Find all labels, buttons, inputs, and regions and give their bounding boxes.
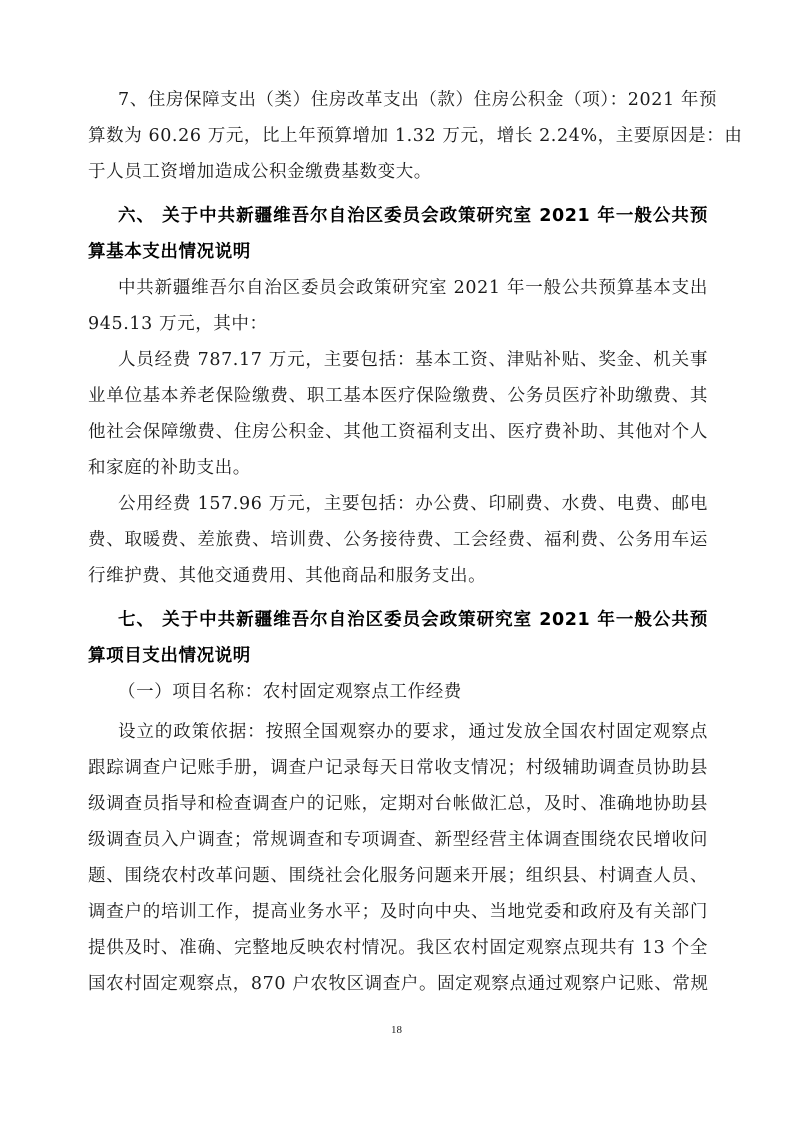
policy-basis-line-6: 调查户的培训工作，提高业务水平；及时向中央、当地党委和政府及有关部门 (88, 902, 708, 922)
section-heading-six-line-1: 六、 关于中共新疆维吾尔自治区委员会政策研究室 2021 年一般公共预 (118, 206, 708, 226)
public-expense-line-2: 费、取暖费、差旅费、培训费、公务接待费、工会经费、福利费、公务用车运 (88, 530, 708, 550)
public-expense-line-3: 行维护费、其他交通费用、其他商品和服务支出。 (88, 566, 487, 586)
policy-basis-line-7: 提供及时、准确、完整地反映农村情况。我区农村固定观察点现共有 13 个全 (88, 938, 708, 958)
paragraph-housing-fund-line-1: 7、住房保障支出（类）住房改革支出（款）住房公积金（项）：2021 年预 (118, 90, 718, 110)
policy-basis-line-1: 设立的政策依据：按照全国观察办的要求，通过发放全国农村固定观察点 (118, 722, 708, 742)
paragraph-housing-fund-line-2: 算数为 60.26 万元，比上年预算增加 1.32 万元，增长 2.24%，主要原因是：由 (88, 126, 743, 146)
policy-basis-line-3: 级调查员指导和检查调查户的记账，定期对台帐做汇总，及时、准确地协助县 (88, 794, 708, 814)
section-heading-seven-line-2: 算项目支出情况说明 (88, 646, 251, 666)
basic-expenditure-total-line-2: 945.13 万元，其中： (88, 314, 268, 334)
policy-basis-line-4: 级调查员入户调查；常规调查和专项调查、新型经营主体调查围绕农民增收问 (88, 830, 708, 850)
paragraph-housing-fund-line-3: 于人员工资增加造成公积金缴费基数变大。 (88, 162, 432, 182)
policy-basis-line-2: 跟踪调查户记账手册，调查户记录每天日常收支情况；村级辅助调查员协助县 (88, 758, 708, 778)
personnel-expense-line-4: 和家庭的补助支出。 (88, 458, 251, 478)
basic-expenditure-total-line-1: 中共新疆维吾尔自治区委员会政策研究室 2021 年一般公共预算基本支出 (118, 278, 708, 298)
policy-basis-line-5: 题、围绕农村改革问题、围绕社会化服务问题来开展；组织县、村调查人员、 (88, 866, 708, 886)
project-name: （一）项目名称：农村固定观察点工作经费 (118, 682, 462, 702)
public-expense-line-1: 公用经费 157.96 万元，主要包括：办公费、印刷费、水费、电费、邮电 (118, 494, 708, 514)
personnel-expense-line-2: 业单位基本养老保险缴费、职工基本医疗保险缴费、公务员医疗补助缴费、其 (88, 386, 708, 406)
personnel-expense-line-1: 人员经费 787.17 万元，主要包括：基本工资、津贴补贴、奖金、机关事 (118, 350, 708, 370)
page-number: 18 (391, 1024, 402, 1036)
personnel-expense-line-3: 他社会保障缴费、住房公积金、其他工资福利支出、医疗费补助、其他对个人 (88, 422, 708, 442)
section-heading-seven-line-1: 七、 关于中共新疆维吾尔自治区委员会政策研究室 2021 年一般公共预 (118, 610, 708, 630)
section-heading-six-line-2: 算基本支出情况说明 (88, 242, 251, 262)
policy-basis-line-8: 国农村固定观察点，870 户农牧区调查户。固定观察点通过观察户记账、常规 (88, 974, 709, 994)
